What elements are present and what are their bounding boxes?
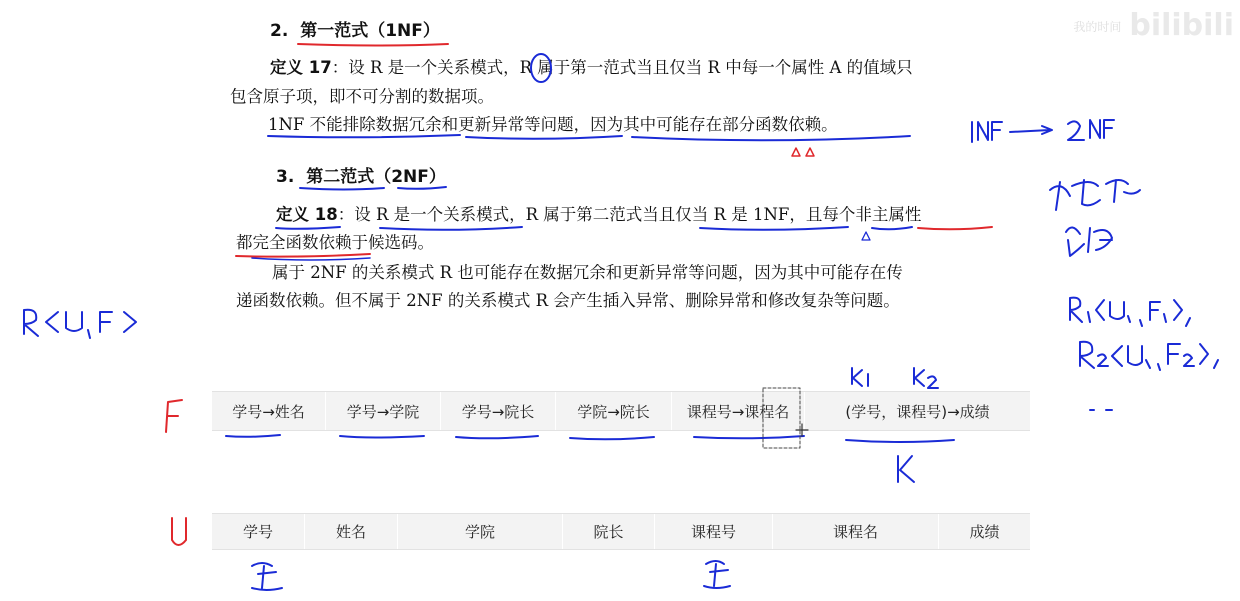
fd-underline-1 — [226, 435, 280, 437]
attribute-table — [212, 513, 1030, 550]
section3-title: 第二范式（2NF） — [306, 167, 446, 187]
definition-18-line1 — [276, 202, 921, 228]
section3-number: 3. — [276, 167, 295, 187]
1nf-note: 1NF 不能排除数据冗余和更新异常等问题，因为其中可能存在部分函数依赖。 — [268, 115, 838, 134]
red-letter-f — [166, 400, 182, 432]
handwritten-k1 — [852, 368, 868, 386]
fd-underline-3 — [456, 436, 538, 438]
blue-small-triangle — [862, 232, 870, 240]
2nf-para-line1: 属于 2NF 的关系模式 R 也可能存在数据冗余和更新异常等问题，因为其中可能存在传 — [272, 263, 903, 282]
watermark-logo: bilibili — [1129, 8, 1234, 43]
attr-cell: 姓名 — [305, 514, 398, 549]
fd-table — [212, 391, 1030, 431]
red-underline-1nf-heading — [298, 44, 448, 46]
fd-underline-5 — [694, 436, 804, 438]
fd-cell: 学院→院长 — [556, 392, 672, 430]
handwritten-r-u-f — [24, 310, 136, 338]
definition-18-text-1: ：设 R 是一个关系模式，R 属于第二范式当且仅当 R 是 1NF，且每个非主属性 — [337, 205, 922, 224]
definition-17-line2: 包含原子项，即不可分割的数据项。 — [230, 87, 494, 106]
section3-heading — [276, 162, 446, 187]
blue-underline-2nf-heading — [300, 188, 384, 190]
definition-17-line1 — [270, 55, 913, 81]
definition-17-text-1: ：设 R 是一个关系模式，R 属于第一范式当且仅当 R 中每一个属性 A 的值域只 — [331, 58, 913, 77]
fd-underline-2 — [340, 436, 424, 438]
section2-heading — [270, 16, 440, 41]
attr-cell: 院长 — [563, 514, 655, 549]
fd-cell: 学号→姓名 — [212, 392, 326, 430]
definition-17-label: 定义 17 — [270, 58, 332, 77]
handwritten-decompose — [1066, 227, 1112, 256]
watermark-caption: 我的时间 — [1073, 20, 1122, 34]
attr-cell: 学院 — [398, 514, 563, 549]
section2-title: 第一范式（1NF） — [300, 21, 440, 41]
fd-cell: 学号→院长 — [441, 392, 556, 430]
red-letter-u — [172, 518, 186, 545]
attr-cell: 成绩 — [969, 523, 1000, 541]
definition-18-line2: 都完全函数依赖于候选码。 — [236, 233, 434, 252]
handwritten-zhu-2 — [704, 561, 730, 588]
handwritten-k — [898, 456, 914, 482]
definition-18-label: 定义 18 — [276, 205, 338, 224]
handwritten-normalize — [1050, 180, 1140, 210]
red-underline-def18-e — [918, 227, 992, 229]
section2-number: 2. — [270, 21, 289, 41]
watermark — [1073, 8, 1234, 43]
handwritten-1nf-to-2nf — [972, 120, 1114, 142]
2nf-para-line2: 递函数依赖。但不属于 2NF 的关系模式 R 会产生插入异常、删除异常和修改复杂等问题。 — [236, 291, 900, 310]
fd-cell: 学号→学院 — [326, 392, 441, 430]
attr-cell: 课程名 — [773, 514, 939, 549]
handwritten-zhu-1 — [252, 563, 282, 590]
fd-underline-6 — [846, 440, 954, 442]
handwritten-r2 — [1080, 342, 1218, 370]
red-triangle-marks — [792, 148, 814, 156]
fd-underline-4 — [570, 437, 654, 439]
blue-underline-2nf-paren — [398, 187, 446, 189]
attr-cell: 学号 — [212, 514, 305, 549]
fd-cell: 课程号→课程名 — [672, 392, 805, 430]
attr-cell: 课程号 — [655, 514, 773, 549]
handwritten-k2 — [914, 368, 938, 388]
handwritten-r1 — [1070, 298, 1190, 326]
fd-cell: (学号，课程号)→成绩 — [845, 402, 990, 421]
